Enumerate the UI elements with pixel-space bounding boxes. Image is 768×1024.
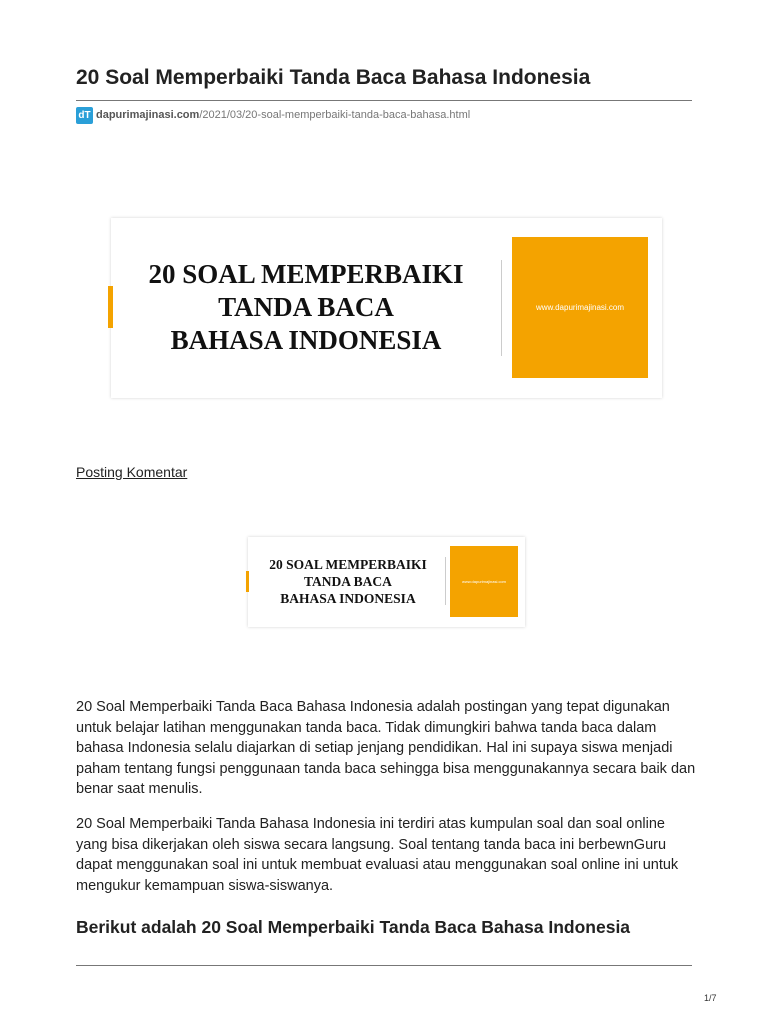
banner-title-line: BAHASA INDONESIA	[170, 325, 442, 355]
source-domain[interactable]: dapurimajinasi.com	[96, 109, 200, 121]
banner-divider	[501, 260, 502, 356]
page-title: 20 Soal Memperbaiki Tanda Baca Bahasa Indonesia	[76, 66, 591, 89]
banner-accent-bar	[246, 571, 249, 592]
banner-title	[121, 258, 491, 357]
article-banner-image	[111, 218, 662, 398]
section-heading: Berikut adalah 20 Soal Memperbaiki Tanda Baca Bahasa Indonesia	[76, 917, 631, 937]
body-paragraph: 20 Soal Memperbaiki Tanda Bahasa Indonesia ini terdiri atas kumpulan soal dan soal online yang bisa dikerjakan oleh siswa secara langsung. Soal tentang tanda baca ini berbewnGuru dapat menggunakan soal ini untuk membuat evaluasi atau menggunakan soal online ini untuk mengukur kemampuan siswa-siswanya.	[76, 816, 679, 894]
banner-title-line: 20 SOAL MEMPERBAIKI	[148, 259, 464, 289]
body-paragraph: 20 Soal Memperbaiki Tanda Baca Bahasa Indonesia adalah postingan yang tepat digunakan untuk belajar latihan menggunakan tanda baca. Tidak dimungkiri bahwa tanda baca dalam bahasa Indonesia selalu diajarkan di setiap jenjang pendidikan. Hal ini supaya siswa menjadi paham tentang fungsi penggunaan tanda baca sehingga bisa menggunakannya secara baik dan benar saat menulis.	[76, 699, 696, 797]
banner-website: www.dapurimajinasi.com	[461, 579, 506, 584]
section-divider	[76, 965, 692, 966]
title-divider	[76, 100, 692, 101]
article-banner-thumbnail	[248, 537, 525, 627]
site-logo-icon: dT	[76, 107, 93, 124]
banner-title-line: TANDA BACA	[304, 574, 392, 589]
posting-komentar-link[interactable]: Posting Komentar	[76, 464, 188, 480]
banner-orange-box	[450, 546, 518, 617]
source-line	[76, 106, 470, 124]
source-path[interactable]: /2021/03/20-soal-memperbaiki-tanda-baca-bahasa.html	[199, 109, 471, 121]
banner-title-line: TANDA BACA	[218, 292, 394, 322]
banner-accent-bar	[108, 286, 113, 328]
banner-orange-box	[512, 237, 648, 378]
banner-title-line: 20 SOAL MEMPERBAIKI	[269, 557, 427, 572]
banner-title-line: BAHASA INDONESIA	[280, 591, 416, 606]
banner-divider	[445, 557, 446, 605]
banner-title	[253, 556, 443, 607]
page-number: 1/7	[704, 993, 717, 1003]
banner-website: www.dapurimajinasi.com	[535, 303, 625, 312]
